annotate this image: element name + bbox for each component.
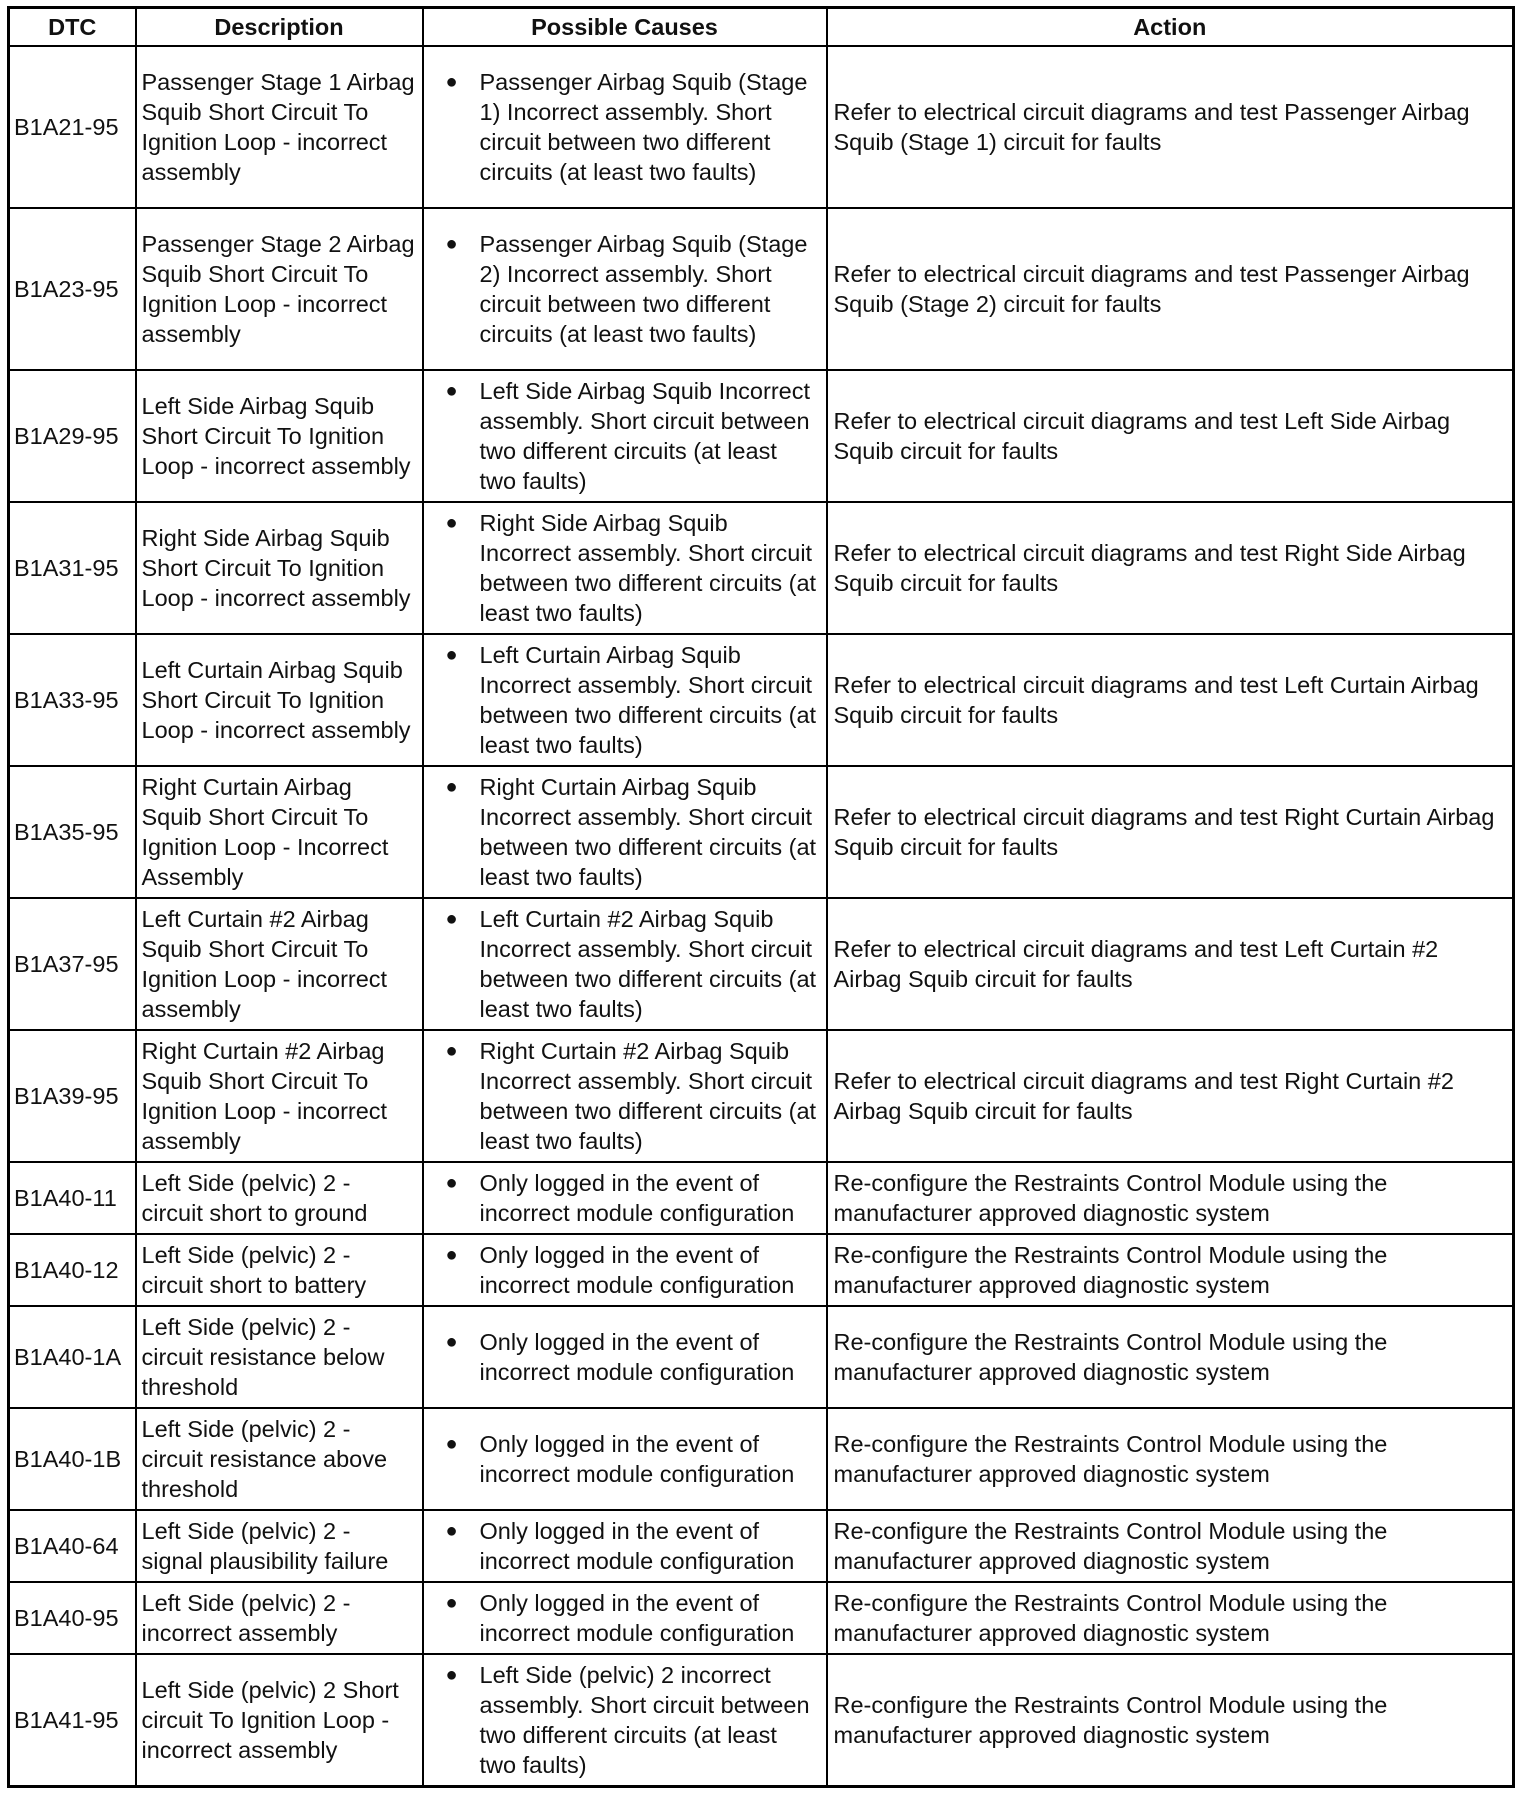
table-row [9,370,1514,502]
dtc-code: B1A40-1B [9,1408,136,1510]
dtc-code: B1A40-95 [9,1582,136,1654]
table-row [9,898,1514,1030]
possible-cause-cell [423,46,827,208]
dtc-description: Left Curtain #2 Airbag Squib Short Circuit To Ignition Loop - incorrect assembly [136,898,423,1030]
possible-cause-cell [423,502,827,634]
table-row [9,634,1514,766]
table-row [9,46,1514,208]
dtc-code: B1A35-95 [9,766,136,898]
possible-cause-cell [423,1408,827,1510]
possible-cause-text: Passenger Airbag Squib (Stage 1) Incorrect assembly. Short circuit between two different circuits (at least two faults) [479,69,808,185]
possible-cause-text: Only logged in the event of incorrect module configuration [479,1329,795,1385]
dtc-code: B1A21-95 [9,46,136,208]
dtc-code: B1A40-12 [9,1234,136,1306]
bullet-icon: ● [445,1663,458,1686]
cause-bullet-item [446,640,820,760]
table-row [9,1162,1514,1234]
possible-cause-text: Passenger Airbag Squib (Stage 2) Incorrect assembly. Short circuit between two different circuits (at least two faults) [479,231,808,347]
cause-bullet-item [446,229,820,349]
bullet-icon: ● [445,380,458,402]
dtc-description: Left Curtain Airbag Squib Short Circuit To Ignition Loop - incorrect assembly [136,634,423,766]
dtc-description: Passenger Stage 2 Airbag Squib Short Circuit To Ignition Loop - incorrect assembly [136,208,423,370]
possible-cause-cell [423,898,827,1030]
bullet-icon: ● [445,1520,458,1542]
bullet-icon: ● [445,908,458,930]
bullet-icon: ● [445,71,458,93]
cause-bullet-item [446,67,820,187]
possible-cause-cell [423,766,827,898]
possible-cause-cell [423,1510,827,1582]
bullet-icon: ● [445,1040,458,1062]
dtc-description: Left Side (pelvic) 2 - circuit short to battery [136,1234,423,1306]
possible-cause-text: Only logged in the event of incorrect module configuration [479,1431,795,1487]
action-text: Refer to electrical circuit diagrams and test Right Side Airbag Squib circuit for faults [827,502,1514,634]
dtc-code: B1A23-95 [9,208,136,370]
table-row [9,1582,1514,1654]
table-row [9,766,1514,898]
possible-cause-text: Left Curtain Airbag Squib Incorrect assembly. Short circuit between two different circuits (at least two faults) [479,642,817,758]
cause-bullet-item [446,772,820,892]
cause-bullet-item [446,1036,820,1156]
bullet-icon: ● [445,644,458,666]
possible-cause-cell [423,1030,827,1162]
bullet-icon: ● [445,1331,458,1353]
possible-cause-cell [423,208,827,370]
bullet-icon: ● [445,1433,458,1455]
table-row [9,1030,1514,1162]
dtc-code: B1A39-95 [9,1030,136,1162]
header-action: Action [827,8,1514,47]
possible-cause-cell [423,1306,827,1408]
action-text: Re-configure the Restraints Control Module using the manufacturer approved diagnostic system [827,1162,1514,1234]
cause-bullet-item [446,904,820,1024]
action-text: Refer to electrical circuit diagrams and test Passenger Airbag Squib (Stage 2) circuit for faults [827,208,1514,370]
cause-bullet-item [446,376,820,496]
bullet-icon: ● [445,1172,458,1194]
header-description: Description [136,8,423,47]
dtc-code: B1A33-95 [9,634,136,766]
table-row [9,502,1514,634]
possible-cause-cell [423,1582,827,1654]
possible-cause-cell [423,1654,827,1786]
dtc-code: B1A40-11 [9,1162,136,1234]
dtc-description: Left Side (pelvic) 2 - circuit short to ground [136,1162,423,1234]
possible-cause-text: Only logged in the event of incorrect module configuration [479,1590,795,1646]
possible-cause-text: Only logged in the event of incorrect module configuration [479,1170,795,1226]
cause-bullet-item [446,1240,820,1300]
header-dtc: DTC [9,8,136,47]
dtc-description: Left Side (pelvic) 2 - signal plausibility failure [136,1510,423,1582]
dtc-description: Passenger Stage 1 Airbag Squib Short Circuit To Ignition Loop - incorrect assembly [136,46,423,208]
action-text: Refer to electrical circuit diagrams and test Right Curtain #2 Airbag Squib circuit for faults [827,1030,1514,1162]
dtc-description: Left Side (pelvic) 2 - circuit resistance below threshold [136,1306,423,1408]
possible-cause-text: Left Side Airbag Squib Incorrect assembly. Short circuit between two different circuits (at least two faults) [479,378,811,494]
dtc-table [7,6,1515,1788]
possible-cause-text: Left Curtain #2 Airbag Squib Incorrect assembly. Short circuit between two different circuits (at least two faults) [479,906,817,1022]
cause-bullet-item [446,1429,820,1489]
possible-cause-text: Only logged in the event of incorrect module configuration [479,1518,795,1574]
table-row [9,1234,1514,1306]
dtc-code: B1A41-95 [9,1654,136,1786]
dtc-table-sheet [7,6,1512,1788]
cause-bullet-item [446,1516,820,1576]
action-text: Refer to electrical circuit diagrams and test Right Curtain Airbag Squib circuit for faults [827,766,1514,898]
cause-bullet-item [446,508,820,628]
bullet-icon: ● [445,1592,458,1614]
possible-cause-cell [423,1162,827,1234]
possible-cause-cell [423,1234,827,1306]
table-row [9,1510,1514,1582]
dtc-code: B1A40-64 [9,1510,136,1582]
action-text: Re-configure the Restraints Control Module using the manufacturer approved diagnostic system [827,1306,1514,1408]
bullet-icon: ● [445,512,458,534]
dtc-description: Left Side (pelvic) 2 - incorrect assembly [136,1582,423,1654]
table-row [9,1654,1514,1786]
possible-cause-text: Only logged in the event of incorrect module configuration [479,1242,795,1298]
bullet-icon: ● [445,233,458,255]
dtc-code: B1A31-95 [9,502,136,634]
action-text: Refer to electrical circuit diagrams and test Left Curtain Airbag Squib circuit for faults [827,634,1514,766]
action-text: Re-configure the Restraints Control Module using the manufacturer approved diagnostic system [827,1234,1514,1306]
possible-cause-text: Left Side (pelvic) 2 incorrect assembly. Short circuit between two different circuits (at least two faults) [479,1661,810,1778]
table-row [9,1408,1514,1510]
bullet-icon: ● [445,1244,458,1266]
action-text: Re-configure the Restraints Control Module using the manufacturer approved diagnostic system [827,1582,1514,1654]
header-possible-causes: Possible Causes [423,8,827,47]
action-text: Re-configure the Restraints Control Module using the manufacturer approved diagnostic system [827,1654,1514,1786]
cause-bullet-item [446,1660,820,1780]
dtc-description: Left Side (pelvic) 2 Short circuit To Ignition Loop - incorrect assembly [136,1654,423,1786]
possible-cause-cell [423,370,827,502]
possible-cause-cell [423,634,827,766]
cause-bullet-item [446,1327,820,1387]
dtc-description: Left Side Airbag Squib Short Circuit To Ignition Loop - incorrect assembly [136,370,423,502]
dtc-description: Right Curtain Airbag Squib Short Circuit To Ignition Loop - Incorrect Assembly [136,766,423,898]
dtc-code: B1A40-1A [9,1306,136,1408]
possible-cause-text: Right Side Airbag Squib Incorrect assembly. Short circuit between two different circuits (at least two faults) [479,510,817,626]
possible-cause-text: Right Curtain Airbag Squib Incorrect assembly. Short circuit between two different circuits (at least two faults) [479,774,817,890]
action-text: Re-configure the Restraints Control Module using the manufacturer approved diagnostic system [827,1510,1514,1582]
dtc-code: B1A37-95 [9,898,136,1030]
cause-bullet-item [446,1168,820,1228]
dtc-description: Right Side Airbag Squib Short Circuit To Ignition Loop - incorrect assembly [136,502,423,634]
dtc-code: B1A29-95 [9,370,136,502]
dtc-description: Right Curtain #2 Airbag Squib Short Circuit To Ignition Loop - incorrect assembly [136,1030,423,1162]
table-header-row [9,8,1514,47]
action-text: Refer to electrical circuit diagrams and test Left Side Airbag Squib circuit for faults [827,370,1514,502]
action-text: Refer to electrical circuit diagrams and test Passenger Airbag Squib (Stage 1) circuit for faults [827,46,1514,208]
action-text: Re-configure the Restraints Control Module using the manufacturer approved diagnostic system [827,1408,1514,1510]
bullet-icon: ● [445,776,458,798]
possible-cause-text: Right Curtain #2 Airbag Squib Incorrect assembly. Short circuit between two different circuits (at least two faults) [479,1038,817,1154]
action-text: Refer to electrical circuit diagrams and test Left Curtain #2 Airbag Squib circuit for faults [827,898,1514,1030]
table-row [9,208,1514,370]
dtc-description: Left Side (pelvic) 2 - circuit resistance above threshold [136,1408,423,1510]
cause-bullet-item [446,1588,820,1648]
table-row [9,1306,1514,1408]
